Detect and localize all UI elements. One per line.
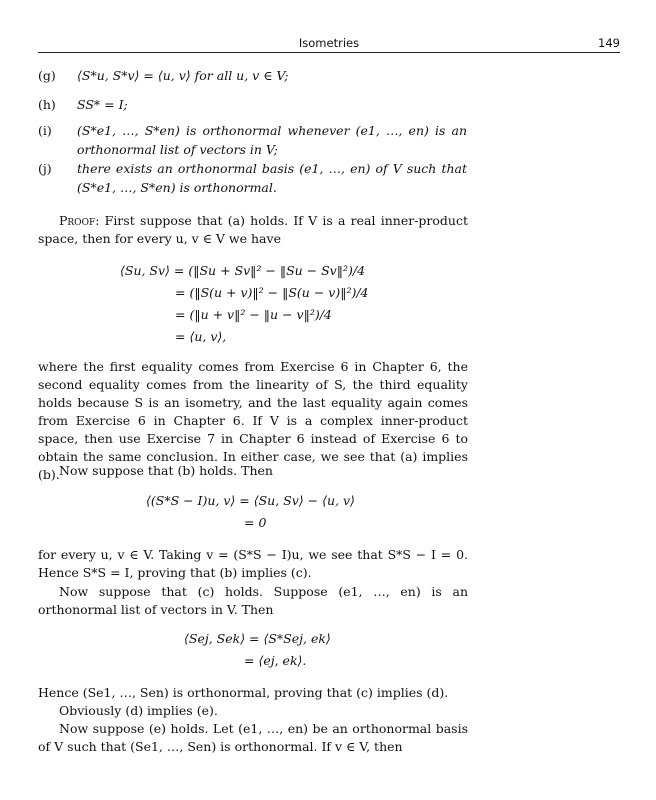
proof-label: Proof: <box>59 213 100 228</box>
list-item <box>38 95 478 114</box>
running-header <box>38 36 620 53</box>
page-number: 149 <box>598 36 620 50</box>
proof-intro-paragraph <box>38 212 468 248</box>
equation-line: = (‖S(u + v)‖² − ‖S(u − v)‖²)/4 <box>175 285 369 300</box>
item-text: ⟨S*u, S*v⟩ = ⟨u, v⟩ for all u, v ∈ V; <box>77 68 289 83</box>
item-label: (g) <box>38 68 56 83</box>
list-item <box>38 66 478 85</box>
paragraph: for every u, v ∈ V. Taking v = (S*S − I)u, we see that S*S − I = 0. Hence S*S = I, proving that (b) implies (c). <box>38 547 468 580</box>
paragraph: Hence (Se1, …, Sen) is orthonormal, proving that (c) implies (d). <box>38 685 449 700</box>
item-text: SS* = I; <box>77 97 128 112</box>
item-label: (i) <box>38 123 52 138</box>
item-text: there exists an orthonormal basis (e1, …, en) of V such that (S*e1, …, S*en) is orthonormal. <box>77 161 467 195</box>
item-label: (j) <box>38 161 52 176</box>
equation-line: = (‖u + v‖² − ‖u − v‖²)/4 <box>175 307 332 322</box>
chapter-title: Isometries <box>298 36 360 50</box>
equation-line: = ⟨ej, ek⟩. <box>244 653 307 668</box>
equation-line: ⟨(S*S − I)u, v⟩ = ⟨Su, Sv⟩ − ⟨u, v⟩ <box>146 493 355 508</box>
item-label: (h) <box>38 97 56 112</box>
paragraph: Now suppose (e) holds. Let (e1, …, en) be an orthonormal basis of V such that (Se1, …, Sen) is orthonormal. If v ∈ V, then <box>38 721 468 754</box>
equation-line: ⟨Su, Sv⟩ = (‖Su + Sv‖² − ‖Su − Sv‖²)/4 <box>120 263 366 278</box>
list-item <box>38 159 478 197</box>
equation-line: ⟨Sej, Sek⟩ = ⟨S*Sej, ek⟩ <box>184 631 331 646</box>
equation-line: = 0 <box>244 515 267 530</box>
paragraph: Now suppose that (b) holds. Then <box>59 463 273 478</box>
list-item <box>38 121 478 159</box>
item-text: (S*e1, …, S*en) is orthonormal whenever (e1, …, en) is an orthonormal list of vectors in V; <box>77 123 467 157</box>
paragraph: where the first equality comes from Exercise 6 in Chapter 6, the second equality comes from the linearity of S, the third equality holds because S is an isometry, and the last equality again comes from Exercise 6 in Chapter 6. If V is a complex inner-product space, then use Exercise 7 in Chapter 6 instead of Exercise 6 to obtain the same conclusion. In either case, we see that (a) implies (b). <box>38 359 468 482</box>
paragraph: Now suppose that (c) holds. Suppose (e1, …, en) is an orthonormal list of vectors in V. Then <box>38 584 468 617</box>
paragraph: Obviously (d) implies (e). <box>59 703 218 718</box>
equation-line: = ⟨u, v⟩, <box>175 329 227 344</box>
proof-intro-text: First suppose that (a) holds. If V is a real inner-product space, then for every u, v ∈ V we have <box>38 213 468 246</box>
